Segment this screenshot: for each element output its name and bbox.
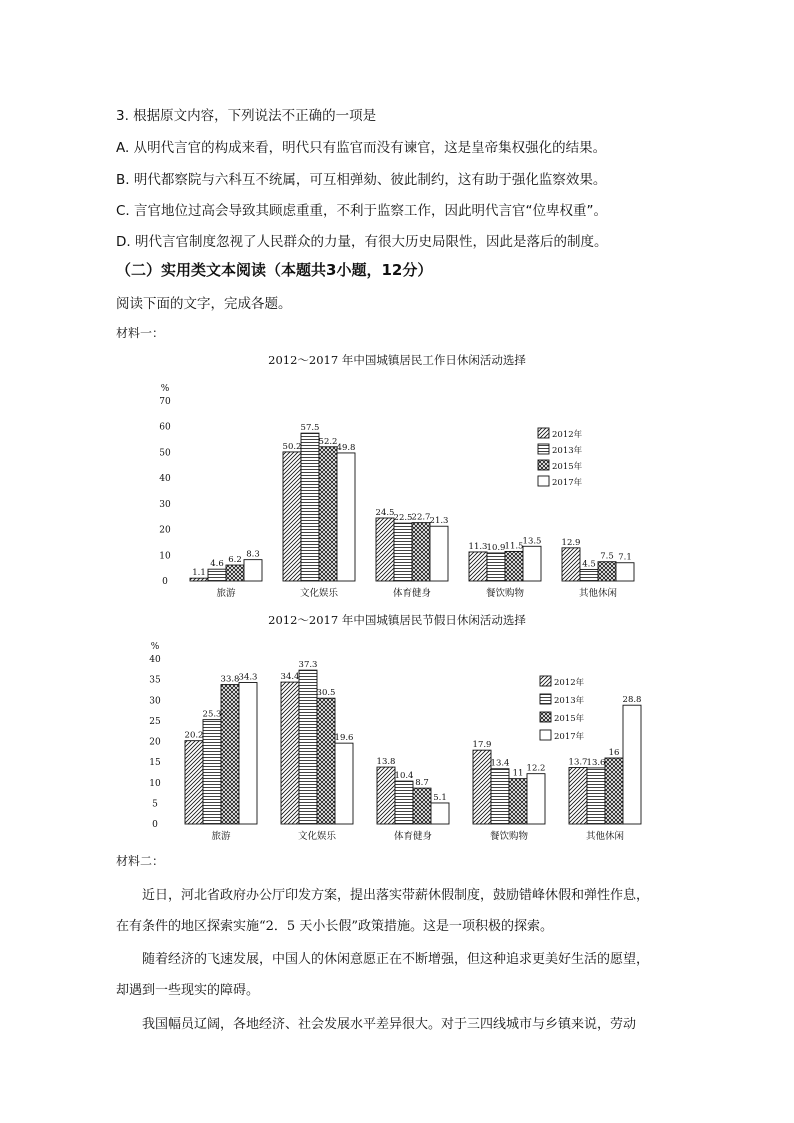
bar-value-label: 22.5 — [393, 513, 413, 524]
bar-value-label: 1.1 — [192, 568, 206, 579]
y-tick-label: 40 — [159, 474, 171, 485]
section-instruction: 阅读下面的文字，完成各题。 — [116, 296, 292, 312]
bar-value-label: 52.2 — [318, 436, 338, 447]
legend-label: 2017年 — [554, 732, 585, 742]
bar — [487, 553, 505, 581]
legend-label: 2012年 — [554, 678, 585, 688]
bar — [469, 552, 487, 581]
y-tick-label: 0 — [152, 820, 158, 830]
bar-value-label: 33.8 — [220, 674, 240, 685]
bar — [377, 767, 395, 824]
category-label: 餐饮购物 — [485, 588, 525, 599]
bar — [587, 768, 605, 824]
bar — [203, 720, 221, 824]
bar — [208, 569, 226, 581]
bar — [412, 523, 430, 581]
bar-value-label: 12.9 — [561, 537, 581, 548]
bar — [616, 563, 634, 581]
bar-value-label: 11.5 — [504, 541, 524, 552]
bar — [580, 569, 598, 581]
bar-value-label: 6.2 — [228, 555, 242, 566]
legend-swatch — [540, 712, 551, 722]
bar-value-label: 34.3 — [238, 672, 258, 683]
option-b: B. 明代都察院与六科互不统属，可互相弹劾、彼此制约，这有助于强化监察效果。 — [116, 172, 607, 188]
bar — [337, 453, 355, 581]
bar-value-label: 57.5 — [300, 423, 320, 434]
legend-label: 2015年 — [554, 714, 585, 724]
y-tick-label: 70 — [159, 397, 171, 407]
bar — [394, 523, 412, 581]
section-heading: （二）实用类文本阅读（本题共3小题，12分） — [116, 261, 433, 279]
bar-value-label: 28.8 — [622, 695, 642, 706]
legend-label: 2012年 — [552, 430, 583, 440]
bar — [569, 767, 587, 824]
bar-value-label: 10.4 — [394, 771, 414, 782]
bar — [301, 433, 319, 581]
bar — [226, 565, 244, 581]
bar-value-label: 49.8 — [336, 442, 356, 453]
legend-swatch — [540, 730, 551, 740]
y-tick-label: 20 — [149, 737, 161, 748]
category-label: 餐饮购物 — [489, 831, 529, 842]
bar-value-label: 13.7 — [568, 757, 588, 768]
bar-value-label: 37.3 — [298, 660, 318, 671]
bar-value-label: 8.3 — [246, 549, 260, 560]
bar-value-label: 13.8 — [376, 757, 396, 768]
y-tick-label: 5 — [152, 799, 158, 810]
article-paragraph: 近日，河北省政府办公厅印发方案，提出落实带薪休假制度，鼓励错峰休假和弹性作息， — [142, 888, 650, 903]
bar-value-label: 34.4 — [280, 672, 300, 683]
bar-value-label: 25.3 — [202, 709, 222, 720]
article-paragraph: 却遇到一些现实的障碍。 — [116, 983, 260, 998]
bar — [562, 548, 580, 581]
bar — [185, 741, 203, 824]
y-tick-label: 30 — [159, 499, 171, 510]
category-label: 旅游 — [216, 588, 236, 599]
bar — [190, 578, 208, 581]
bar — [221, 685, 239, 824]
category-label: 体育健身 — [393, 831, 433, 842]
article-paragraph: 我国幅员辽阔，各地经济、社会发展水平差异很大。对于三四线城市与乡镇来说，劳动 — [142, 1017, 637, 1032]
bar-value-label: 8.7 — [415, 778, 429, 789]
y-tick-label: 35 — [149, 675, 161, 686]
legend-swatch — [538, 428, 549, 438]
bar — [431, 803, 449, 824]
article-paragraph: 随着经济的飞速发展，中国人的休闲意愿正在不断增强，但这种追求更美好生活的愿望， — [142, 952, 650, 967]
bar — [299, 670, 317, 824]
chart1-title: 2012～2017 年中国城镇居民工作日休闲活动选择 — [268, 353, 526, 367]
bar-value-label: 30.5 — [316, 688, 336, 699]
bar-value-label: 11 — [512, 768, 524, 779]
y-tick-label: 10 — [149, 778, 161, 789]
category-label: 体育健身 — [392, 588, 432, 599]
bar-value-label: 24.5 — [375, 508, 395, 518]
bar — [491, 769, 509, 824]
legend-label: 2017年 — [552, 478, 583, 488]
category-label: 文化娱乐 — [299, 588, 339, 599]
option-d: D. 明代言官制度忽视了人民群众的力量，有很大历史局限性，因此是落后的制度。 — [116, 234, 608, 250]
option-a: A. 从明代言官的构成来看，明代只有监官而没有谏官，这是皇帝集权强化的结果。 — [116, 140, 607, 156]
bar — [430, 526, 448, 581]
y-tick-label: 40 — [149, 655, 161, 665]
bar-value-label: 17.9 — [472, 740, 492, 751]
bar-value-label: 13.6 — [586, 757, 606, 768]
legend-label: 2013年 — [554, 696, 585, 706]
bar — [523, 546, 541, 581]
bar-value-label: 13.4 — [490, 758, 510, 769]
bar — [376, 518, 394, 581]
bar-value-label: 22.7 — [411, 512, 431, 523]
y-tick-label: 0 — [162, 577, 168, 587]
bar — [395, 781, 413, 824]
question-stem: 3. 根据原文内容，下列说法不正确的一项是 — [116, 108, 377, 124]
y-tick-label: 30 — [149, 696, 161, 707]
bar — [281, 682, 299, 824]
bar-value-label: 12.2 — [526, 763, 546, 774]
bar — [335, 743, 353, 824]
bar — [473, 750, 491, 824]
bar-value-label: 7.5 — [600, 551, 614, 562]
bar — [605, 758, 623, 824]
bar-value-label: 50.2 — [282, 441, 302, 452]
category-label: 旅游 — [211, 831, 231, 842]
material-two-label: 材料二： — [116, 854, 165, 868]
category-label: 文化娱乐 — [297, 831, 337, 842]
bar — [509, 779, 527, 824]
bar — [527, 774, 545, 824]
bar-value-label: 4.6 — [210, 559, 224, 570]
bar-value-label: 13.5 — [522, 536, 542, 547]
bar — [623, 705, 641, 824]
bar-value-label: 20.2 — [184, 730, 204, 741]
chart-holiday-leisure — [0, 636, 794, 851]
y-tick-label: 60 — [159, 422, 171, 433]
legend-swatch — [540, 694, 551, 704]
bar — [319, 447, 337, 581]
y-tick-label: 50 — [159, 448, 171, 459]
bar-value-label: 4.5 — [582, 559, 596, 570]
y-axis-label: % — [160, 384, 170, 394]
bar — [598, 562, 616, 581]
y-tick-label: 10 — [159, 551, 171, 562]
legend-swatch — [538, 460, 549, 470]
bar — [413, 788, 431, 824]
bar-value-label: 16 — [608, 748, 620, 758]
legend-swatch — [538, 444, 549, 454]
bar-value-label: 21.3 — [429, 516, 449, 527]
article-paragraph: 在有条件的地区探索实施“2．5 天小长假”政策措施。这是一项积极的探索。 — [116, 919, 553, 934]
y-tick-label: 20 — [159, 525, 171, 536]
option-c: C. 言官地位过高会导致其顾虑重重，不利于监察工作，因此明代言官“位卑权重”。 — [116, 203, 607, 219]
legend-swatch — [538, 476, 549, 486]
y-tick-label: 15 — [149, 758, 161, 769]
bar — [244, 560, 262, 581]
legend-label: 2015年 — [552, 462, 583, 472]
y-axis-label: % — [150, 642, 160, 652]
bar — [239, 683, 257, 824]
y-tick-label: 25 — [149, 716, 161, 727]
bar — [317, 698, 335, 824]
category-label: 其他休闲 — [585, 831, 625, 842]
chart2-title: 2012～2017 年中国城镇居民节假日休闲活动选择 — [268, 613, 526, 627]
bar — [283, 452, 301, 581]
category-label: 其他休闲 — [578, 588, 618, 599]
material-one-label: 材料一： — [116, 326, 165, 340]
bar-value-label: 7.1 — [618, 552, 632, 563]
bar-value-label: 5.1 — [433, 792, 447, 803]
bar-value-label: 11.3 — [468, 541, 488, 552]
chart-workday-leisure — [0, 378, 794, 608]
bar-value-label: 19.6 — [334, 733, 354, 744]
bar — [505, 551, 523, 581]
legend-swatch — [540, 676, 551, 686]
legend-label: 2013年 — [552, 446, 583, 456]
bar-value-label: 10.9 — [486, 542, 506, 553]
